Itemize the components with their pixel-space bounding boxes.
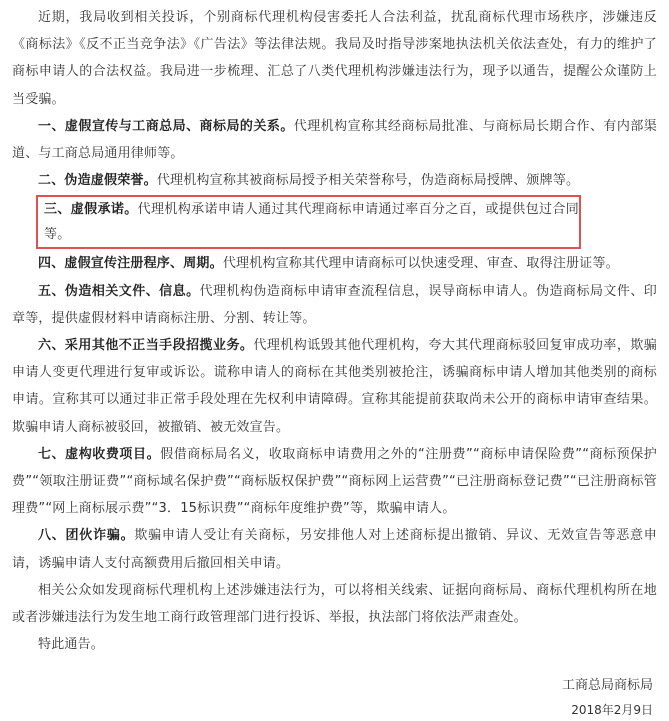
item-6 [12,332,657,441]
item-7 [12,441,657,523]
item-4-heading: 四、虚假宣传注册程序、周期。 [38,256,223,272]
item-3-highlighted [36,195,581,249]
item-1-body: 代理机构宣称其经商标局批准、与商标局长期合作、有内部渠道、与工商总局通用律师等。 [12,118,657,162]
item-1-heading: 一、虚假宣传与工商总局、商标局的关系。 [38,118,294,134]
item-3-body: 代理机构承诺申请人通过其代理商标申请通过率百分之百，或提供包过合同等。 [44,202,579,243]
item-4 [12,250,657,277]
item-5 [12,278,657,332]
signature-date: 2018年2月9日 [571,703,653,718]
item-3-heading: 三、虚假承诺。 [44,202,138,218]
item-2-heading: 二、伪造虚假荣誉。 [38,173,157,189]
item-6-heading: 六、采用其他不正当手段招揽业务。 [38,338,254,354]
item-7-heading: 七、虚构收费项目。 [38,446,161,462]
item-8 [12,522,657,576]
item-2 [12,167,657,194]
signature-org: 工商总局商标局 [561,678,653,694]
item-2-body: 代理机构宣称其被商标局授予相关荣誉称号，伪造商标局授牌、颁牌等。 [156,173,580,189]
closing-paragraph: 相关公众如发现商标代理机构上述涉嫌违法行为，可以将相关线索、证据向商标局、商标代理机构所在地或者涉嫌违法行为发生地工商行政管理部门进行投诉、举报，执法部门将依法严肃查处。 [12,582,657,626]
item-5-body: 代理机构伪造商标申请审查流程信息，误导商标申请人。伪造商标局文件、印章等，提供虚假材料申请商标注册、分割、转让等。 [12,283,657,326]
item-4-body: 代理机构宣称其代理申请商标可以快速受理、审查、取得注册证等。 [222,256,619,272]
item-1 [12,113,657,167]
item-5-heading: 五、伪造相关文件、信息。 [38,283,200,299]
item-8-heading: 八、团伙诈骗。 [38,528,135,544]
item-8-body: 欺骗申请人受让有关商标，另安排他人对上述商标提出撤销、异议、无效宣告等恶意申请，诱骗申请人支付高额费用后撤回相关申请。 [12,528,657,571]
signature-spacer [12,658,657,672]
closing-notice: 特此通告。 [38,637,105,653]
item-7-body: 假借商标局名义，收取商标申请费用之外的“注册费”“商标申请保险费”“商标预保护费”“领取注册证费”“商标域名保护费”“商标版权保护费”“商标网上运营费”“已注册商标登记费”“已注册商标管理费”“网上商标展示费”“3．15标识费”“商标年度维护费”等，欺骗申请人。 [12,446,657,517]
intro-paragraph: 近期，我局收到相关投诉，个别商标代理机构侵害委托人合法利益，扰乱商标代理市场秩序，涉嫌违反《商标法》《反不正当竞争法》《广告法》等法律法规。我局及时指导涉案地执法机关依法查处，有力的维护了商标申请人的合法权益。我局进一步梳理、汇总了八类代理机构涉嫌违法行为，现予以通告，提醒公众谨防上当受骗。 [12,10,657,107]
item-6-body: 代理机构诋毁其他代理机构，夸大其代理商标驳回复审成功率，欺骗申请人变更代理进行复审或诉讼。谎称申请人的商标在其他类别被抢注，诱骗商标申请人增加其他类别的商标申请。宣称其可以通过非正常手段处理在先权利申请障碍。宣称其能提前获取尚未公开的商标申请审查结果。欺骗申请人商标被驳回，被撤销、被无效宣告。 [12,338,657,435]
